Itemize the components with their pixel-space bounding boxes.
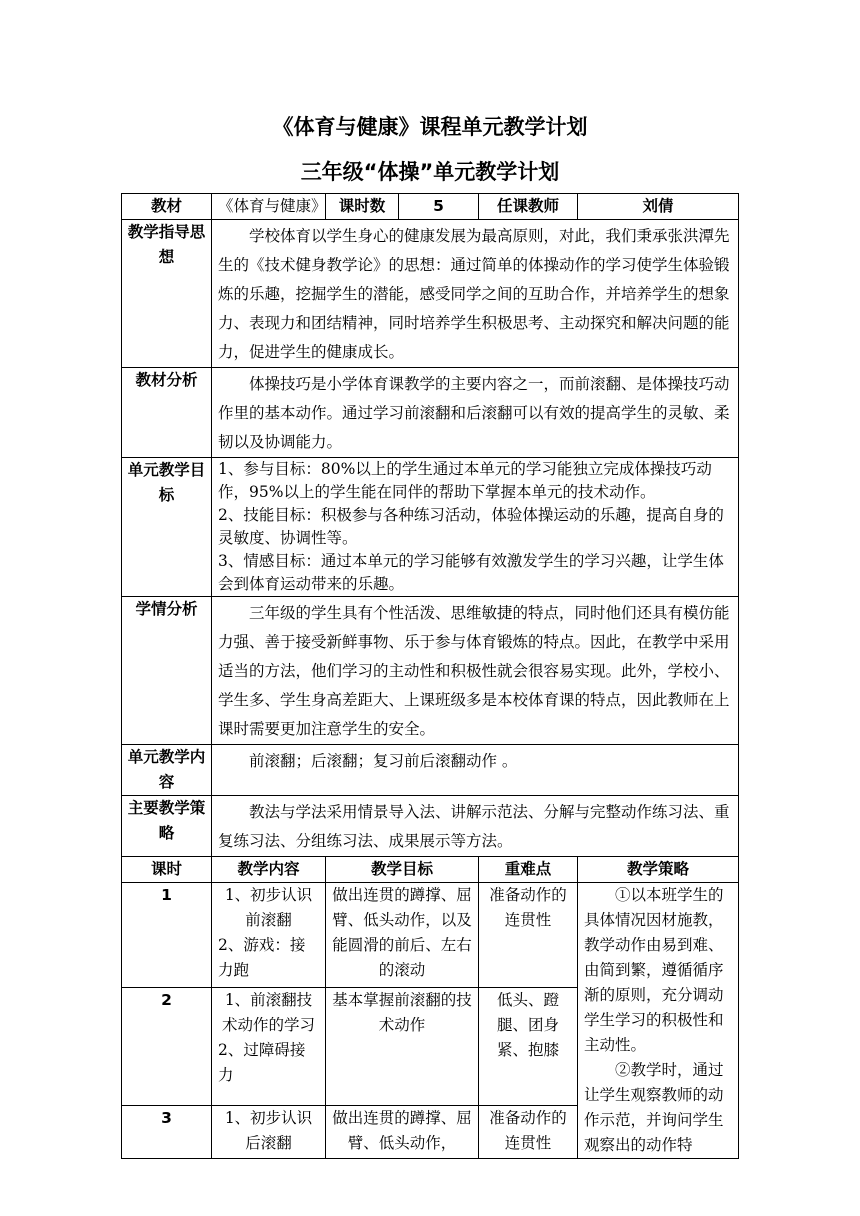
students-text: 三年级的学生具有个性活泼、思维敏捷的特点，同时他们还具有模仿能力强、善于接受新鲜事物、乐于参与体育锻炼的特点。因此，在教学中采用适当的方法，他们学习的主动性和积极性就会很容易实现。此外，学校小、学生多、学生身高差距大、上课班级多是本校体育课的特点，因此教师在上课时需要更加注意学生的安全。 — [212, 597, 739, 745]
lesson-goal: 做出连贯的蹲撑、屈臂、低头动作，以及能圆滑的前后、左右的滚动 — [326, 883, 479, 988]
material-value: 《体育与健康》 — [212, 194, 326, 220]
analysis-text: 体操技巧是小学体育课教学的主要内容之一，而前滚翻、是体操技巧动作里的基本动作。通过学习前滚翻和后滚翻可以有效的提高学生的灵敏、柔韧以及协调能力。 — [212, 368, 739, 458]
strategy-paragraph: ②教学时，通过让学生观察教师的动作示范，并询问学生观察出的动作特 — [584, 1061, 724, 1154]
students-row — [122, 597, 739, 745]
lesson-content — [212, 1105, 326, 1158]
lesson-num: 3 — [122, 1105, 212, 1158]
goals-label: 单元教学目标 — [122, 458, 212, 597]
lesson-content-line: 后滚翻 — [245, 1133, 292, 1152]
guiding-label: 教学指导思想 — [122, 220, 212, 368]
lesson-row — [122, 883, 739, 988]
lesson-strategy — [578, 883, 739, 1159]
lesson-content — [212, 988, 326, 1106]
lesson-goal: 基本掌握前滚翻的技术动作 — [326, 988, 479, 1106]
lesson-num: 1 — [122, 883, 212, 988]
lesson-num: 2 — [122, 988, 212, 1106]
goals-list — [212, 458, 739, 597]
lesson-header-key: 重难点 — [479, 857, 578, 883]
teacher-label: 任课教师 — [479, 194, 578, 220]
content-label: 单元教学内容 — [122, 745, 212, 796]
teacher-value: 刘倩 — [578, 194, 739, 220]
lesson-key: 准备动作的连贯性 — [479, 1105, 578, 1158]
strategy-label: 主要教学策略 — [122, 796, 212, 857]
lesson-header-row — [122, 857, 739, 883]
lesson-header-goal: 教学目标 — [326, 857, 479, 883]
material-label: 教材 — [122, 194, 212, 220]
lesson-content-line: 1、初步认识 — [224, 886, 313, 904]
lesson-content — [212, 883, 326, 988]
content-row — [122, 745, 739, 796]
unit-plan-table — [121, 193, 739, 1159]
goal-item: 2、技能目标：积极参与各种练习活动，体验体操运动的乐趣，提高自身的灵敏度、协调性等。 — [218, 506, 724, 547]
lesson-key: 准备动作的连贯性 — [479, 883, 578, 988]
lesson-content-line: 前滚翻 — [245, 911, 292, 929]
goals-row — [122, 458, 739, 597]
lesson-header-strategy: 教学策略 — [578, 857, 739, 883]
guiding-text: 学校体育以学生身心的健康发展为最高原则，对此，我们秉承张洪潭先生的《技术健身教学论》的思想：通过简单的体操动作的学习使学生体验锻炼的乐趣，挖掘学生的潜能，感受同学之间的互助合作，并培养学生的想象力、表现力和团结精神，同时培养学生积极思考、主动探究和解决问题的能力，促进学生的健康成长。 — [212, 220, 739, 368]
goal-item: 3、情感目标：通过本单元的学习能够有效激发学生的学习兴趣，让学生体会到体育运动带来的乐趣。 — [218, 552, 724, 593]
hours-value: 5 — [399, 194, 479, 220]
strategy-paragraph: ①以本班学生的具体情况因材施教，教学动作由易到难、由简到繁，遵循循序渐的原则，充分调动学生学习的积极性和主动性。 — [584, 886, 724, 1054]
lesson-content-line: 2、游戏：接力跑 — [218, 936, 306, 979]
document-subtitle: 三年级“体操”单元教学计划 — [300, 160, 560, 184]
lesson-content-line: 2、过障碍接力 — [218, 1041, 306, 1085]
lesson-content-line: 1、前滚翻技术动作的学习 — [221, 991, 315, 1035]
lesson-key: 低头、蹬腿、团身紧、抱膝 — [479, 988, 578, 1106]
students-label: 学情分析 — [122, 597, 212, 745]
lesson-goal: 做出连贯的蹲撑、屈臂、低头动作， — [326, 1105, 479, 1158]
content-text: 前滚翻；后滚翻；复习前后滚翻动作 。 — [212, 745, 739, 796]
lesson-header-num: 课时 — [122, 857, 212, 883]
strategy-text: 教法与学法采用情景导入法、讲解示范法、分解与完整动作练习法、重复练习法、分组练习法、成果展示等方法。 — [212, 796, 739, 857]
analysis-row — [122, 368, 739, 458]
analysis-label: 教材分析 — [122, 368, 212, 458]
lesson-content-line: 1、初步认识 — [224, 1108, 313, 1127]
document-title: 《体育与健康》课程单元教学计划 — [272, 115, 588, 139]
goal-item: 1、参与目标：80%以上的学生通过本单元的学习能独立完成体操技巧动作，95%以上的学生能在同伴的帮助下掌握本单元的技术动作。 — [218, 460, 712, 501]
header-row — [122, 194, 739, 220]
guiding-row — [122, 220, 739, 368]
hours-label: 课时数 — [326, 194, 399, 220]
strategy-row — [122, 796, 739, 857]
lesson-header-content: 教学内容 — [212, 857, 326, 883]
